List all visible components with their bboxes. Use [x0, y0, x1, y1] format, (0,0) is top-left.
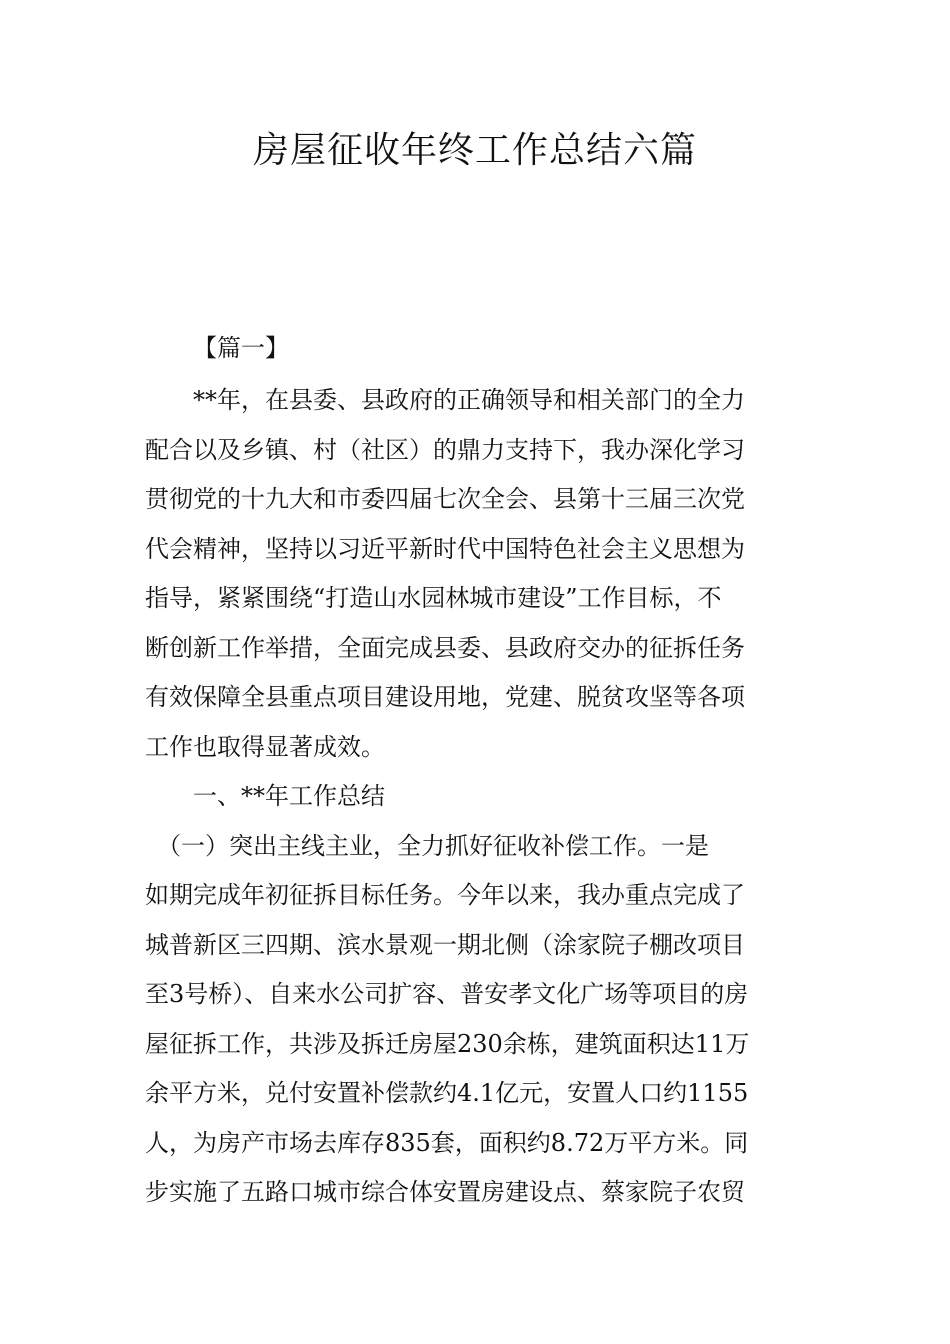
text-line: （一）突出主线主业，全力抓好征收补偿工作。一是 — [145, 831, 709, 860]
text-line: 贯彻党的十九大和市委四届七次全会、县第十三届三次党 — [145, 485, 745, 513]
subheading-line: 一、**年工作总结 — [145, 782, 385, 810]
text-line: 有效保障全县重点项目建设用地，党建、脱贫攻坚等各项 — [145, 683, 745, 711]
text-line: 工作也取得显著成效。 — [145, 732, 385, 761]
text-line: 指导，紧紧围绕“打造山水园林城市建设”工作目标，不 — [145, 584, 722, 612]
text-line: 断创新工作举措，全面完成县委、县政府交办的征拆任务 — [145, 633, 745, 662]
text-line: **年，在县委、县政府的正确领导和相关部门的全力 — [145, 386, 745, 414]
document-title: 房屋征收年终工作总结六篇 — [252, 130, 697, 171]
text-line: 代会精神，坚持以习近平新时代中国特色社会主义思想为 — [145, 534, 745, 563]
text-line: 人，为房产市场去库存835套，面积约8.72万平方米。同 — [145, 1128, 749, 1157]
text-line: 城普新区三四期、滨水景观一期北侧（涂家院子棚改项目 — [145, 930, 745, 959]
section-heading: 【篇一】 — [193, 334, 289, 362]
body-text — [145, 376, 805, 1218]
text-line: 屋征拆工作，共涉及拆迁房屋230余栋，建筑面积达11万 — [145, 1029, 750, 1058]
text-line: 余平方米，兑付安置补偿款约4.1亿元，安置人口约1155 — [145, 1079, 749, 1107]
text-line: 如期完成年初征拆目标任务。今年以来，我办重点完成了 — [145, 881, 745, 909]
text-line: 配合以及乡镇、村（社区）的鼎力支持下，我办深化学习 — [145, 435, 745, 464]
text-line: 至3号桥）、自来水公司扩容、普安孝文化广场等项目的房 — [145, 980, 749, 1008]
text-line: 步实施了五路口城市综合体安置房建设点、蔡家院子农贸 — [145, 1178, 745, 1206]
